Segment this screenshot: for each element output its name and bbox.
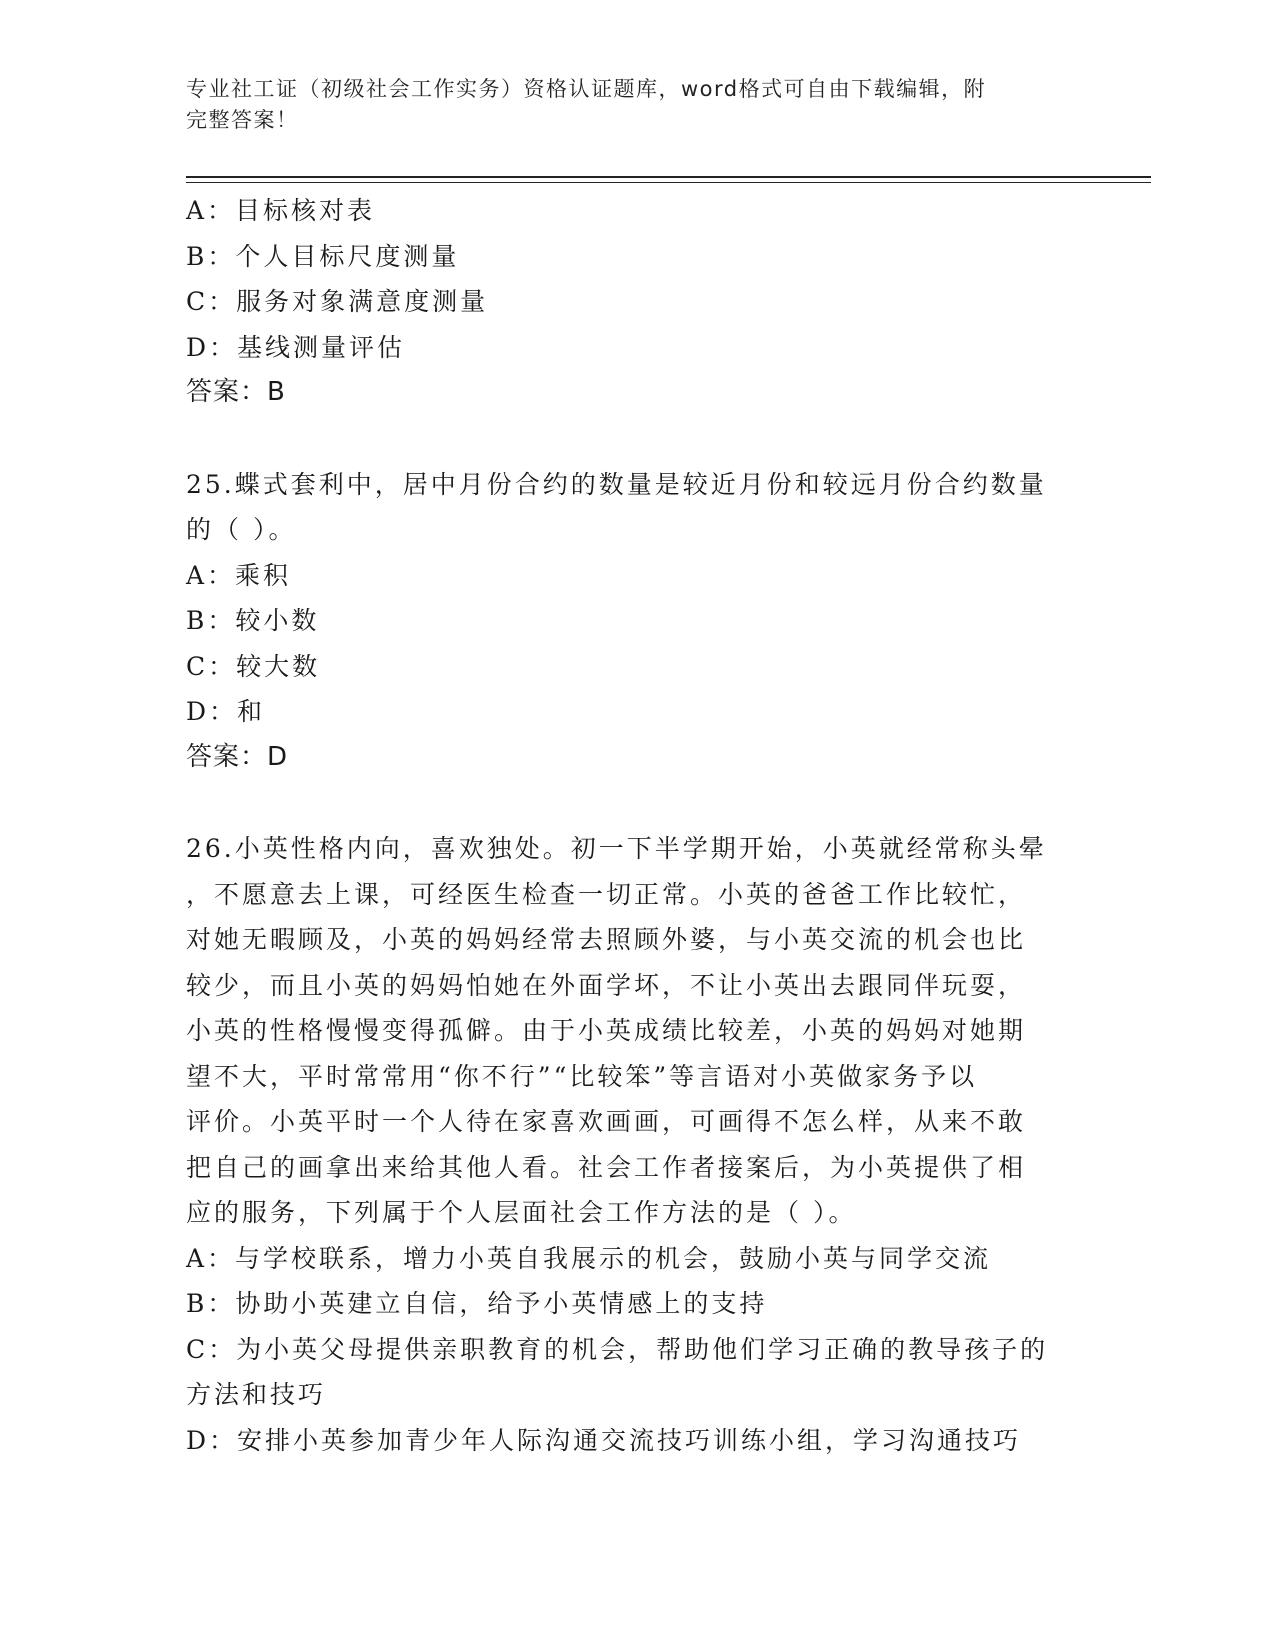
question-stem-line: 26.小英性格内向，喜欢独处。初一下半学期开始，小英就经常称头晕 [186, 834, 1047, 863]
question-24 [186, 188, 1076, 416]
option-a: A：与学校联系，增力小英自我展示的机会，鼓励小英与同学交流 [186, 1243, 992, 1273]
question-stem-line: 25.蝶式套利中，居中月份合约的数量是较近月份和较远月份合约数量 [186, 469, 1047, 499]
question-stem-line: 较少，而且小英的妈妈怕她在外面学坏，不让小英出去跟同伴玩耍， [186, 970, 1027, 1000]
header-divider-thick [186, 176, 1151, 178]
question-content [186, 188, 1076, 1463]
page-header [186, 74, 1066, 136]
question-stem-line: 评价。小英平时一个人待在家喜欢画画，可画得不怎么样，从来不敢 [186, 1107, 1027, 1136]
option-a: A：目标核对表 [186, 196, 376, 225]
option-b: B：个人目标尺度测量 [186, 241, 460, 271]
question-stem-line: 对她无暇顾及，小英的妈妈经常去照顾外婆，与小英交流的机会也比 [186, 925, 1027, 954]
option-c: C：为小英父母提供亲职教育的机会，帮助他们学习正确的教导孩子的 [186, 1334, 1049, 1364]
answer-line: 答案：D [186, 741, 289, 772]
question-stem-line: 望不大，平时常常用“你不行”“比较笨”等言语对小英做家务予以 [186, 1061, 978, 1091]
option-a: A：乘积 [186, 560, 292, 590]
option-d: D：和 [186, 697, 266, 726]
option-d: D：基线测量评估 [186, 332, 406, 362]
question-stem-line: 把自己的画拿出来给其他人看。社会工作者接案后，为小英提供了相 [186, 1152, 1027, 1182]
spacer [186, 780, 1076, 826]
question-stem-line: ，不愿意去上课，可经医生检查一切正常。小英的爸爸工作比较忙， [186, 879, 1027, 909]
question-stem-line: 应的服务，下列属于个人层面社会工作方法的是（ ）。 [186, 1198, 857, 1227]
header-divider-thin [186, 182, 1151, 183]
spacer [186, 416, 1076, 462]
option-c: C：较大数 [186, 651, 321, 681]
question-stem-line: 小英的性格慢慢变得孤僻。由于小英成绩比较差，小英的妈妈对她期 [186, 1016, 1027, 1045]
header-line-1: 专业社工证（初级社会工作实务）资格认证题库，word格式可自由下载编辑，附 [186, 77, 987, 101]
option-c: C：服务对象满意度测量 [186, 287, 489, 316]
option-b: B：较小数 [186, 606, 320, 635]
question-26 [186, 826, 1076, 1463]
option-c-continued: 方法和技巧 [186, 1380, 327, 1409]
answer-line: 答案：B [186, 377, 286, 407]
question-stem-line: 的（ ）。 [186, 515, 297, 544]
question-25 [186, 462, 1076, 781]
header-line-2: 完整答案！ [186, 108, 299, 132]
option-b: B：协助小英建立自信，给予小英情感上的支持 [186, 1289, 768, 1318]
option-d: D：安排小英参加青少年人际沟通交流技巧训练小组，学习沟通技巧 [186, 1425, 1022, 1455]
